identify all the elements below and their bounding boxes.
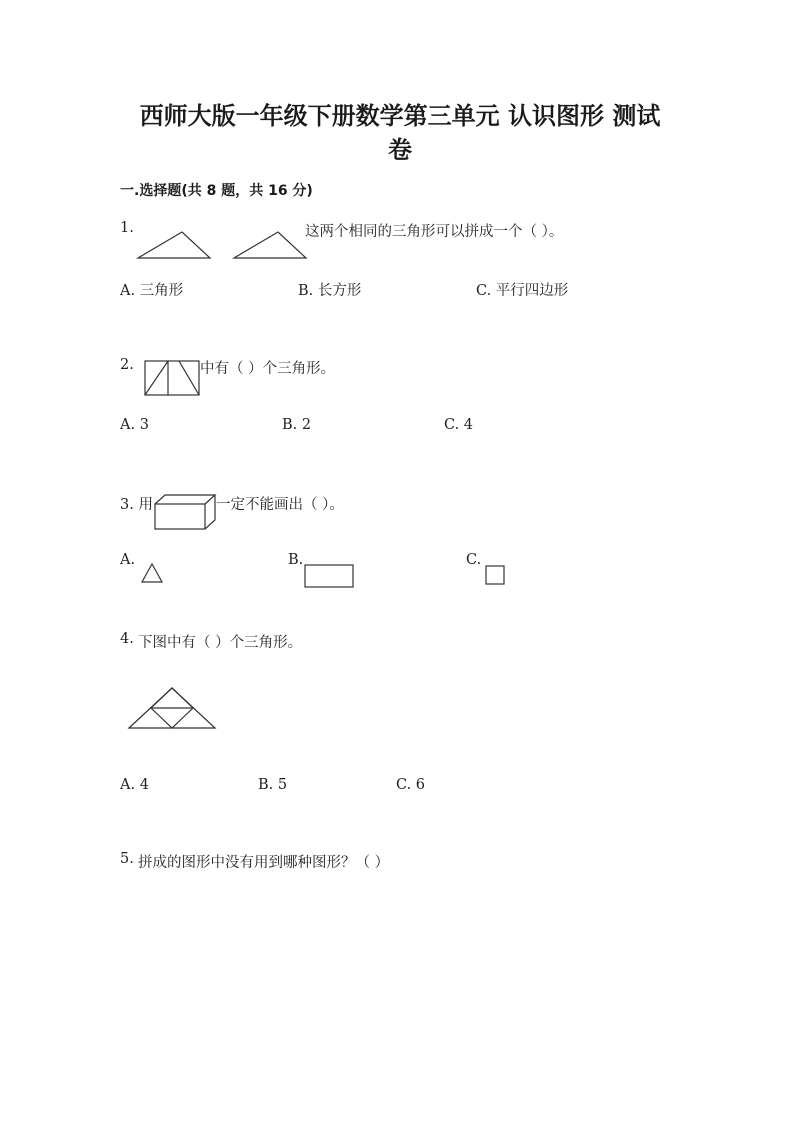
question-5-number: 5.: [120, 851, 134, 867]
question-3-cuboid-figure: [154, 494, 216, 530]
question-1-number: 1.: [120, 220, 134, 236]
page-title: 西师大版一年级下册数学第三单元 认识图形 测试: [139, 102, 661, 130]
question-2-option-a[interactable]: A. 3: [120, 417, 149, 433]
question-2-number: 2.: [120, 357, 134, 373]
question-4-option-a[interactable]: A. 4: [120, 777, 149, 793]
question-3-text: 一定不能画出（ ）。: [216, 497, 344, 513]
question-3-option-b-rectangle: [304, 564, 354, 588]
question-4-option-b[interactable]: B. 5: [258, 777, 288, 793]
page-title-continued: 卷: [388, 136, 412, 164]
question-3-option-c-square: [485, 565, 505, 585]
question-2-option-b[interactable]: B. 2: [282, 417, 312, 433]
question-3-option-a-triangle: [141, 563, 163, 583]
section-heading: 一.选择题(共 8 题，共 16 分): [120, 183, 313, 199]
question-2-option-c[interactable]: C. 4: [444, 417, 474, 433]
question-4-text: 下图中有（ ）个三角形。: [138, 635, 303, 651]
question-4-number: 4.: [120, 631, 134, 647]
question-4-triangle-figure: [128, 686, 216, 730]
question-1-option-a[interactable]: A. 三角形: [120, 283, 184, 299]
question-1-triangle-right: [232, 230, 308, 260]
question-1-option-b[interactable]: B. 长方形: [298, 283, 362, 299]
question-4-option-c[interactable]: C. 6: [396, 777, 426, 793]
question-2-rectangle-figure: [144, 360, 200, 396]
question-3-option-b[interactable]: B.: [288, 552, 304, 568]
question-1-option-c[interactable]: C. 平行四边形: [476, 283, 569, 299]
question-3-option-c[interactable]: C.: [466, 552, 482, 568]
question-1-text: 这两个相同的三角形可以拼成一个（ ）。: [305, 224, 564, 240]
question-1-triangle-left: [136, 230, 212, 260]
question-5-text: 拼成的图形中没有用到哪种图形？（ ）: [138, 855, 390, 871]
question-2-text: 中有（ ）个三角形。: [200, 361, 336, 377]
question-3-option-a[interactable]: A.: [120, 552, 136, 568]
question-3-number: 3. 用: [120, 497, 153, 513]
